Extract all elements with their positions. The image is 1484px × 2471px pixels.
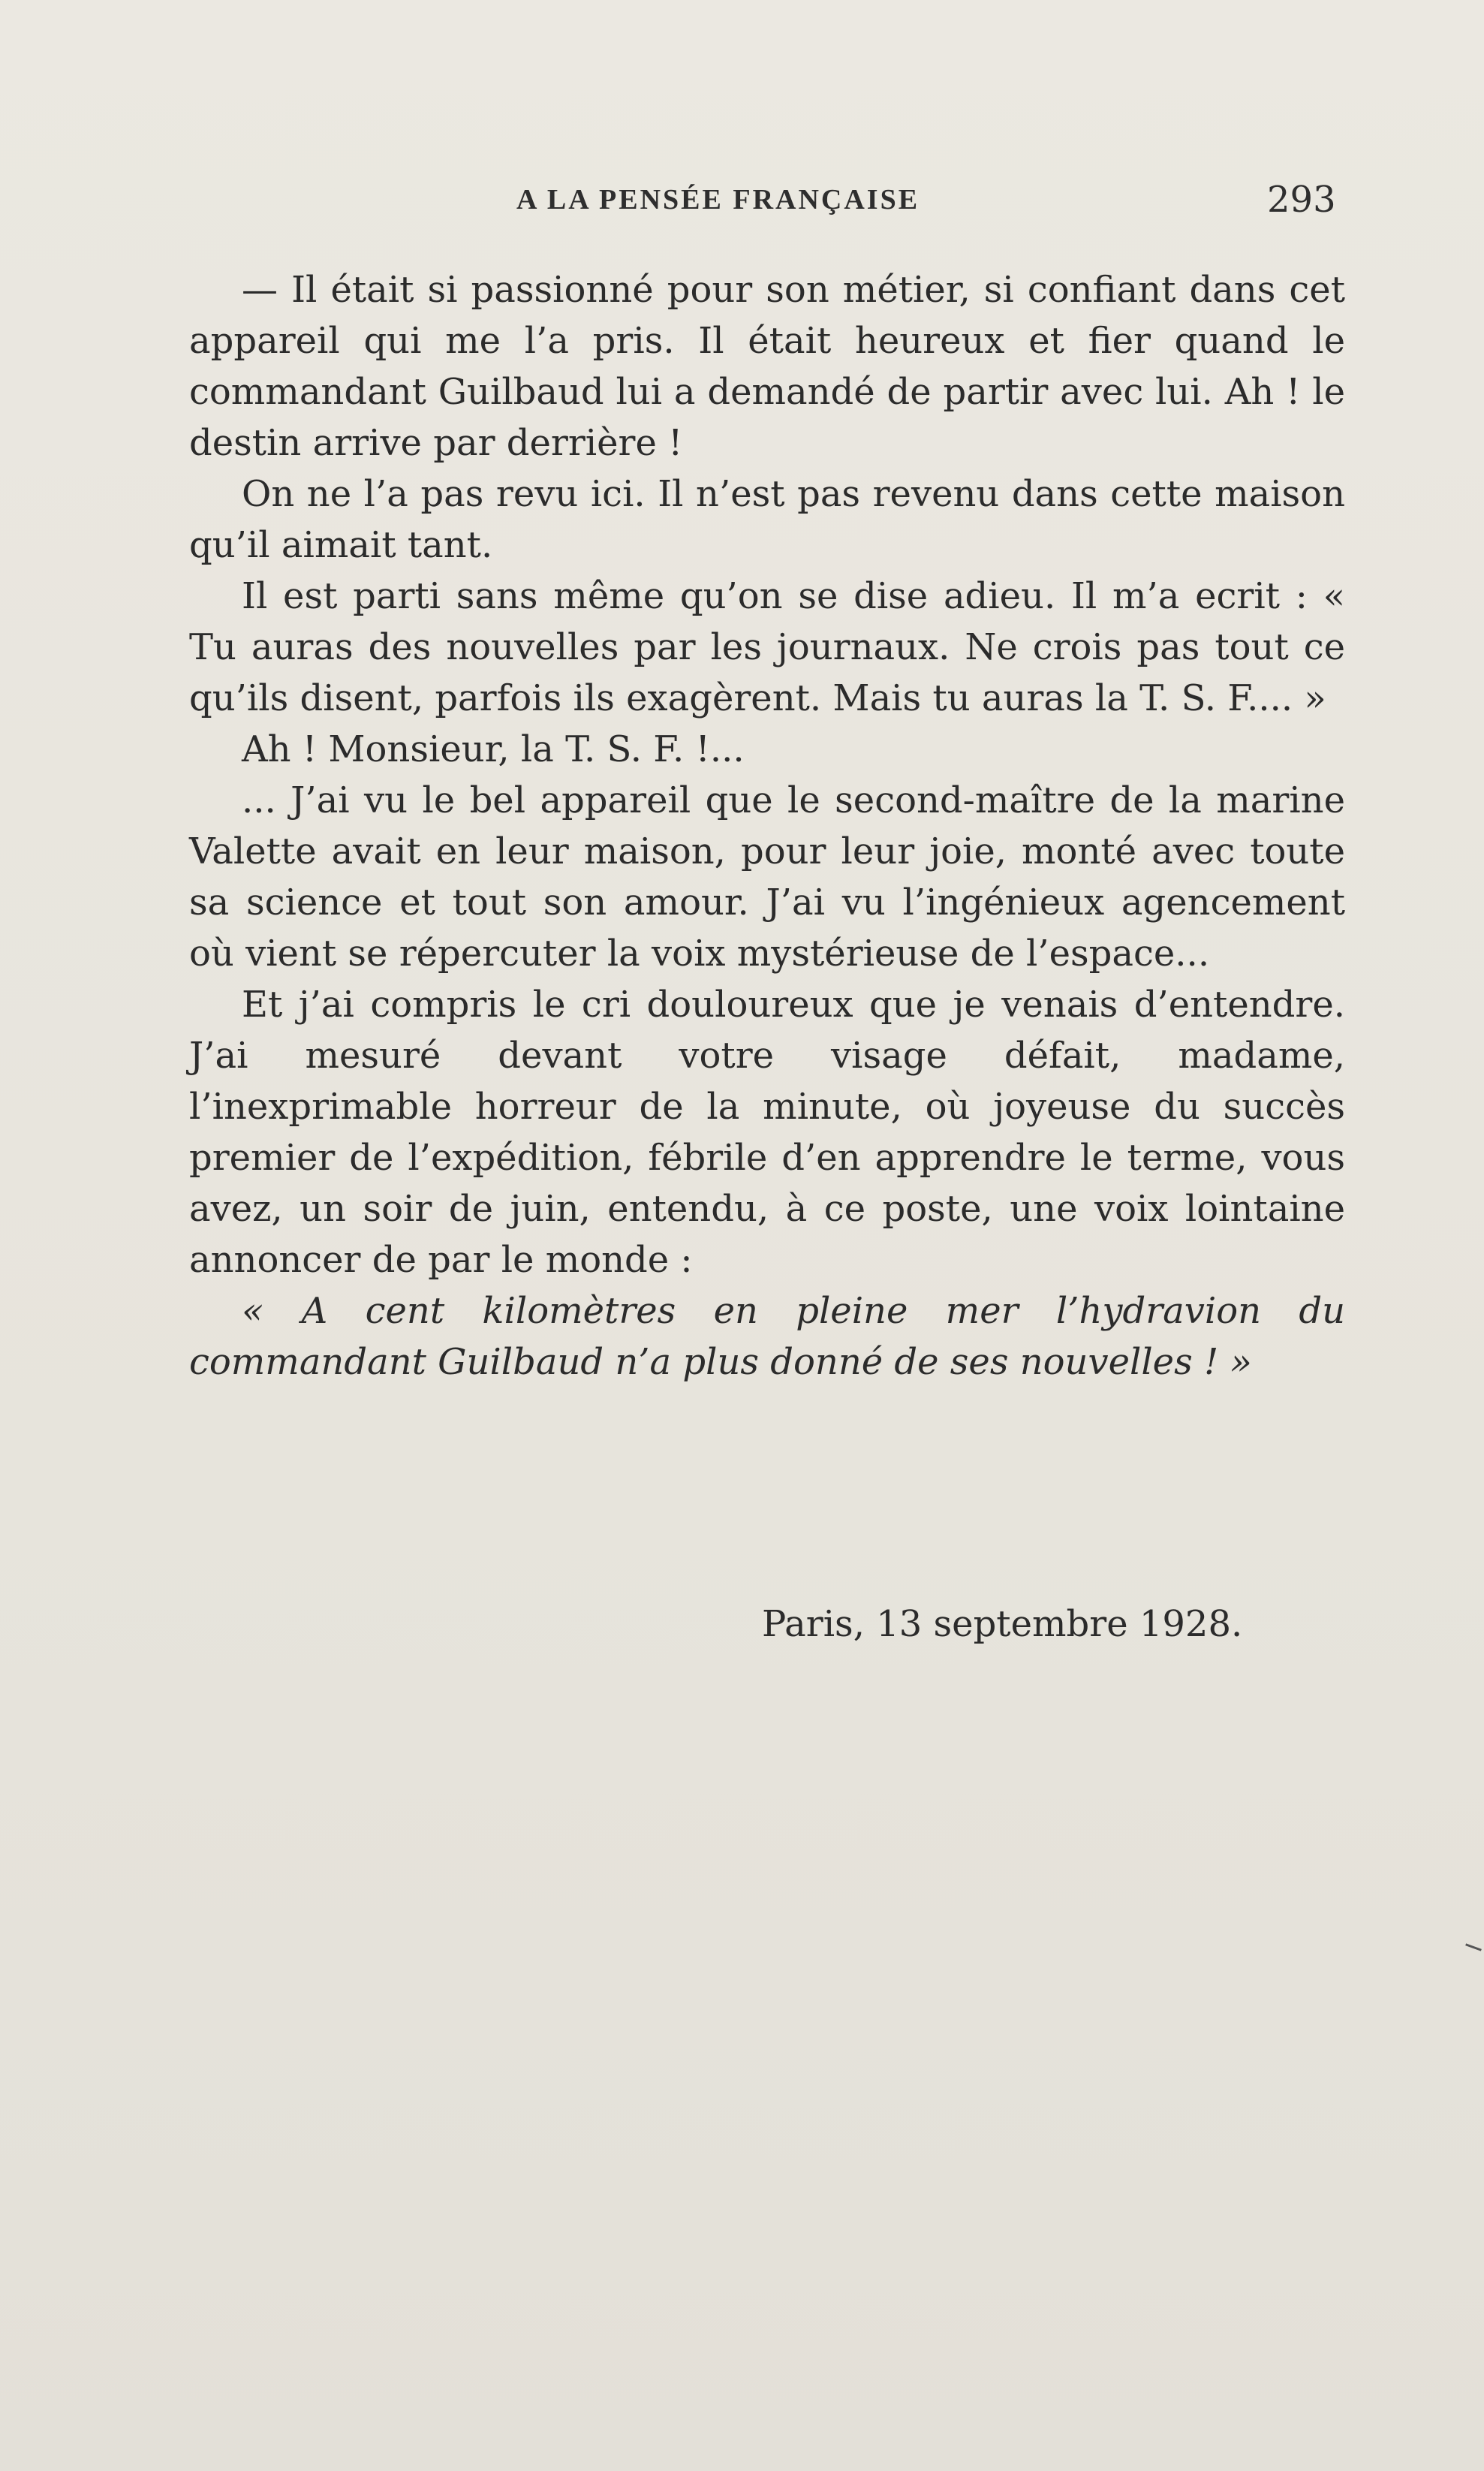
body-text [189, 264, 1345, 1388]
date-signature: Paris, 13 septembre 1928. [762, 1603, 1243, 1645]
running-title: A LA PENSÉE FRANÇAISE [516, 184, 920, 215]
quoted-announcement: « A cent kilomètres en pleine mer l’hydravion du commandant Guilbaud n’a plus donné de ses nouvelles ! » [189, 1290, 1345, 1383]
page-number: 293 [1267, 179, 1336, 221]
paragraph: On ne l’a pas revu ici. Il n’est pas revenu dans cette maison qu’il aimait tant. [189, 473, 1345, 566]
running-header [0, 179, 1484, 224]
page-edge-mark [1465, 1943, 1482, 1951]
paragraph: Ah ! Monsieur, la T. S. F. !... [242, 728, 745, 770]
paragraph: — Il était si passionné pour son métier, si confiant dans cet appareil qui me l’a pris. Il était heureux et fier quand le commandant Guilbaud lui a demandé de partir avec lui. Ah ! le destin arrive par derrière ! [189, 269, 1345, 464]
paragraph: ... J’ai vu le bel appareil que le second-maître de la marine Valette avait en leur maison, pour leur joie, monté avec toute sa science et tout son amour. J’ai vu l’ingénieux agencement où vient se répercuter la voix mystérieuse de l’espace... [189, 779, 1345, 975]
paragraph: Il est parti sans même qu’on se dise adieu. Il m’a ecrit : « Tu auras des nouvelles par les journaux. Ne crois pas tout ce qu’ils disent, parfois ils exagèrent. Mais tu auras la T. S. F.... » [189, 575, 1345, 719]
paragraph: Et j’ai compris le cri douloureux que je venais d’entendre. J’ai mesuré devant votre visage défait, madame, l’inexprimable horreur de la minute, où joyeuse du succès premier de l’expédition, fébrile d’en apprendre le terme, vous avez, un soir de juin, entendu, à ce poste, une voix lointaine annoncer de par le monde : [189, 984, 1345, 1281]
